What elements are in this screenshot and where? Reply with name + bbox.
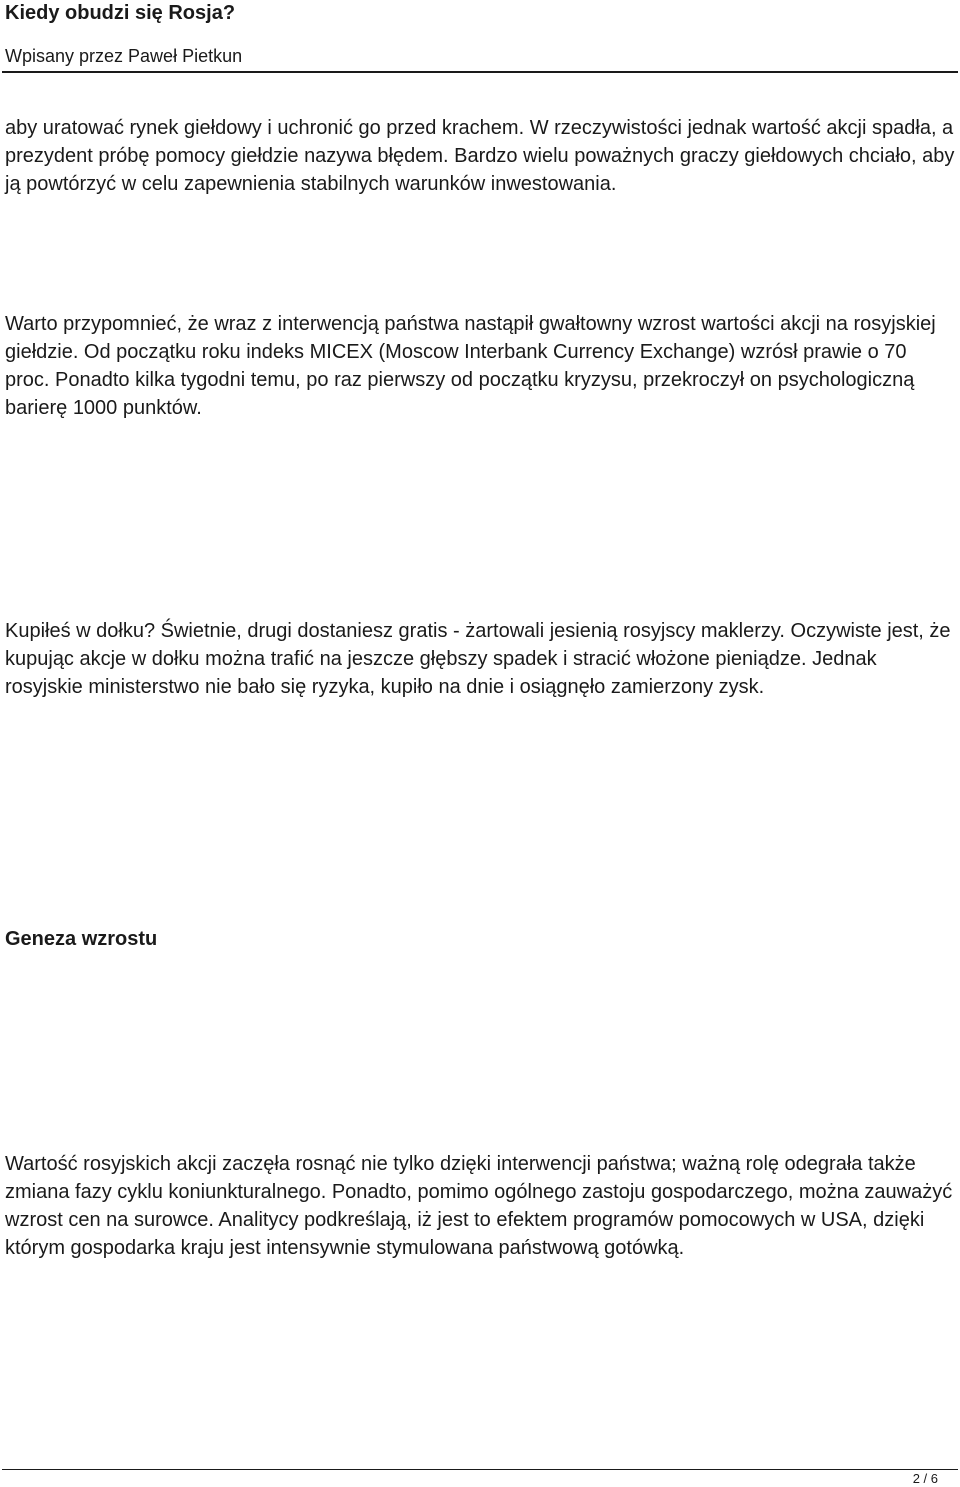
- page-number: 2 / 6: [912, 1471, 938, 1486]
- section-heading: Geneza wzrostu: [5, 928, 158, 950]
- footer-divider: [2, 1469, 958, 1470]
- body-paragraph-1: aby uratować rynek giełdowy i uchronić go przed krachem. W rzeczywistości jednak wartość akcji spadła, a prezydent próbę pomocy giełdzie nazywa błędem. Bardzo wielu poważnych graczy giełdowych chciało, aby ją powtórzyć w celu zapewnienia stabilnych warunków inwestowania.: [5, 117, 955, 195]
- body-paragraph-3: Kupiłeś w dołku? Świetnie, drugi dostaniesz gratis - żartowali jesienią rosyjscy maklerzy. Oczywiste jest, że kupując akcje w dołku można trafić na jeszcze głębszy spadek i stracić włożone pieniądze. Jednak rosyjskie ministerstwo nie bało się ryzyka, kupiło na dnie i osiągnęło zamierzony zysk.: [5, 620, 951, 698]
- body-paragraph-2: Warto przypomnieć, że wraz z interwencją państwa nastąpił gwałtowny wzrost wartości akcji na rosyjskiej giełdzie. Od początku roku indeks MICEX (Moscow Interbank Currency Exchange) wzrósł prawie o 70 proc. Ponadto kilka tygodni temu, po raz pierwszy od początku kryzysu, przekroczył on psychologiczną barierę 1000 punktów.: [5, 313, 936, 419]
- section-paragraph-1: Wartość rosyjskich akcji zaczęła rosnąć nie tylko dzięki interwencji państwa; ważną rolę odegrała także zmiana fazy cyklu koniunkturalnego. Ponadto, pomimo ogólnego zastoju gospodarczego, można zauważyć wzrost cen na surowce. Analitycy podkreślają, iż jest to efektem programów pomocowych w USA, dzięki którym gospodarka kraju jest intensywnie stymulowana państwową gotówką.: [5, 1153, 953, 1259]
- header-divider: [2, 71, 958, 73]
- author-byline: Wpisany przez Paweł Pietkun: [5, 46, 243, 66]
- document-title: Kiedy obudzi się Rosja?: [5, 2, 236, 24]
